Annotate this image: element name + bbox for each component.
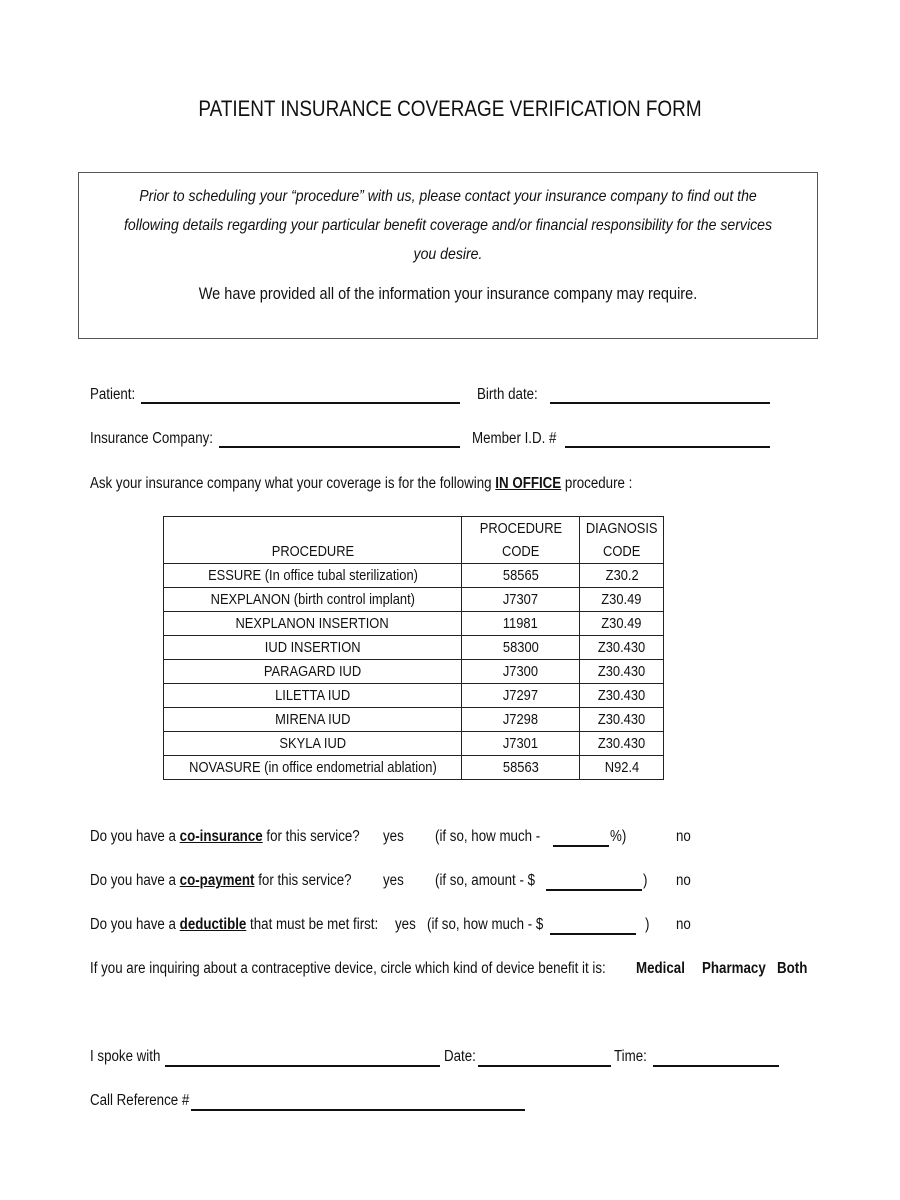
deductible-text-pre: Do you have a (90, 916, 176, 933)
code-cell: J7307 (462, 588, 580, 612)
diagnosis-cell: Z30.49 (580, 612, 664, 636)
birth-date-label: Birth date: (477, 386, 538, 403)
call-reference-field[interactable] (191, 1109, 525, 1111)
ask-instruction (90, 475, 632, 493)
insurance-company-field[interactable] (219, 446, 460, 448)
coinsurance-percent-close: %) (610, 828, 627, 845)
header-diagnosis-code: DIAGNOSIS CODE (580, 517, 664, 564)
code-cell: 58300 (462, 636, 580, 660)
procedure-cell: NEXPLANON INSERTION (164, 612, 462, 636)
header-procedure: PROCEDURE (164, 517, 462, 564)
procedure-cell: MIRENA IUD (164, 708, 462, 732)
procedure-cell: IUD INSERTION (164, 636, 462, 660)
code-cell: J7298 (462, 708, 580, 732)
diagnosis-cell: Z30.430 (580, 660, 664, 684)
diagnosis-cell: Z30.2 (580, 564, 664, 588)
time-field[interactable] (653, 1065, 779, 1067)
header-procedure-code: PROCEDURE CODE (462, 517, 580, 564)
coinsurance-emphasis: co-insurance (179, 828, 263, 845)
diagnosis-cell: Z30.49 (580, 588, 664, 612)
table-row (164, 756, 664, 780)
procedure-cell: PARAGARD IUD (164, 660, 462, 684)
instructions-line-2: following details regarding your particular benefit coverage and/or financial responsibility for the services (123, 217, 773, 234)
benefit-option-pharmacy[interactable]: Pharmacy (702, 960, 766, 977)
diagnosis-cell: Z30.430 (580, 708, 664, 732)
instructions-line-3: you desire. (413, 246, 483, 263)
date-label: Date: (444, 1048, 476, 1065)
coinsurance-text-pre: Do you have a (90, 828, 176, 845)
code-cell: J7301 (462, 732, 580, 756)
spoke-with-field[interactable] (165, 1065, 440, 1067)
copayment-amount-field[interactable] (546, 889, 642, 891)
table-row (164, 660, 664, 684)
procedure-cell: LILETTA IUD (164, 684, 462, 708)
coinsurance-how-much-label: (if so, how much - (435, 828, 541, 845)
code-cell: J7297 (462, 684, 580, 708)
deductible-question (90, 916, 378, 934)
birth-date-field[interactable] (550, 402, 770, 404)
table-row (164, 708, 664, 732)
time-label: Time: (614, 1048, 647, 1065)
deductible-amount-field[interactable] (550, 933, 636, 935)
ask-text-before: Ask your insurance company what your coverage is for the following (90, 475, 492, 492)
procedure-table (163, 516, 664, 780)
copayment-yes[interactable]: yes (383, 872, 404, 889)
date-field[interactable] (478, 1065, 611, 1067)
table-row (164, 588, 664, 612)
ask-text-after: procedure : (564, 475, 633, 492)
code-cell: J7300 (462, 660, 580, 684)
contraceptive-question: If you are inquiring about a contraceptive device, circle which kind of device benefit it is: (90, 960, 606, 977)
copayment-no[interactable]: no (676, 872, 691, 889)
diagnosis-cell: Z30.430 (580, 732, 664, 756)
coinsurance-question (90, 828, 360, 846)
procedure-cell: SKYLA IUD (164, 732, 462, 756)
procedure-cell: NOVASURE (in office endometrial ablation) (164, 756, 462, 780)
copayment-paren-close: ) (643, 872, 648, 889)
coinsurance-percent-field[interactable] (553, 845, 609, 847)
table-row (164, 684, 664, 708)
coinsurance-no[interactable]: no (676, 828, 691, 845)
call-reference-label: Call Reference # (90, 1092, 190, 1109)
spoke-with-label: I spoke with (90, 1048, 161, 1065)
copayment-emphasis: co-payment (179, 872, 255, 889)
coinsurance-yes[interactable]: yes (383, 828, 404, 845)
deductible-text-post: that must be met first: (250, 916, 379, 933)
instructions-box (78, 172, 818, 339)
in-office-emphasis: IN OFFICE (495, 475, 562, 492)
copayment-amount-label: (if so, amount - $ (435, 872, 536, 889)
procedure-cell: NEXPLANON (birth control implant) (164, 588, 462, 612)
member-id-field[interactable] (565, 446, 770, 448)
insurance-company-label: Insurance Company: (90, 430, 214, 447)
copayment-text-pre: Do you have a (90, 872, 176, 889)
benefit-option-medical[interactable]: Medical (636, 960, 685, 977)
copayment-question (90, 872, 352, 890)
deductible-paren-close: ) (645, 916, 650, 933)
code-cell: 58565 (462, 564, 580, 588)
deductible-how-much-label: (if so, how much - $ (427, 916, 544, 933)
member-id-label: Member I.D. # (472, 430, 557, 447)
patient-label: Patient: (90, 386, 136, 403)
diagnosis-cell: Z30.430 (580, 684, 664, 708)
table-row (164, 612, 664, 636)
instructions-italic (123, 182, 772, 269)
coinsurance-text-post: for this service? (266, 828, 360, 845)
procedure-cell: ESSURE (In office tubal sterilization) (164, 564, 462, 588)
table-row (164, 636, 664, 660)
diagnosis-cell: N92.4 (580, 756, 664, 780)
deductible-yes[interactable]: yes (395, 916, 416, 933)
deductible-emphasis: deductible (179, 916, 247, 933)
diagnosis-cell: Z30.430 (580, 636, 664, 660)
code-cell: 11981 (462, 612, 580, 636)
instructions-line-1: Prior to scheduling your “procedure” with us, please contact your insurance company to find out the (139, 188, 757, 205)
instructions-line-4: We have provided all of the information your insurance company may require. (198, 285, 698, 303)
page-title: PATIENT INSURANCE COVERAGE VERIFICATION FORM (198, 96, 702, 121)
code-cell: 58563 (462, 756, 580, 780)
table-header-row (164, 517, 664, 564)
table-row (164, 732, 664, 756)
table-row (164, 564, 664, 588)
benefit-option-both[interactable]: Both (777, 960, 808, 977)
patient-field[interactable] (141, 402, 460, 404)
copayment-text-post: for this service? (258, 872, 352, 889)
deductible-no[interactable]: no (676, 916, 691, 933)
